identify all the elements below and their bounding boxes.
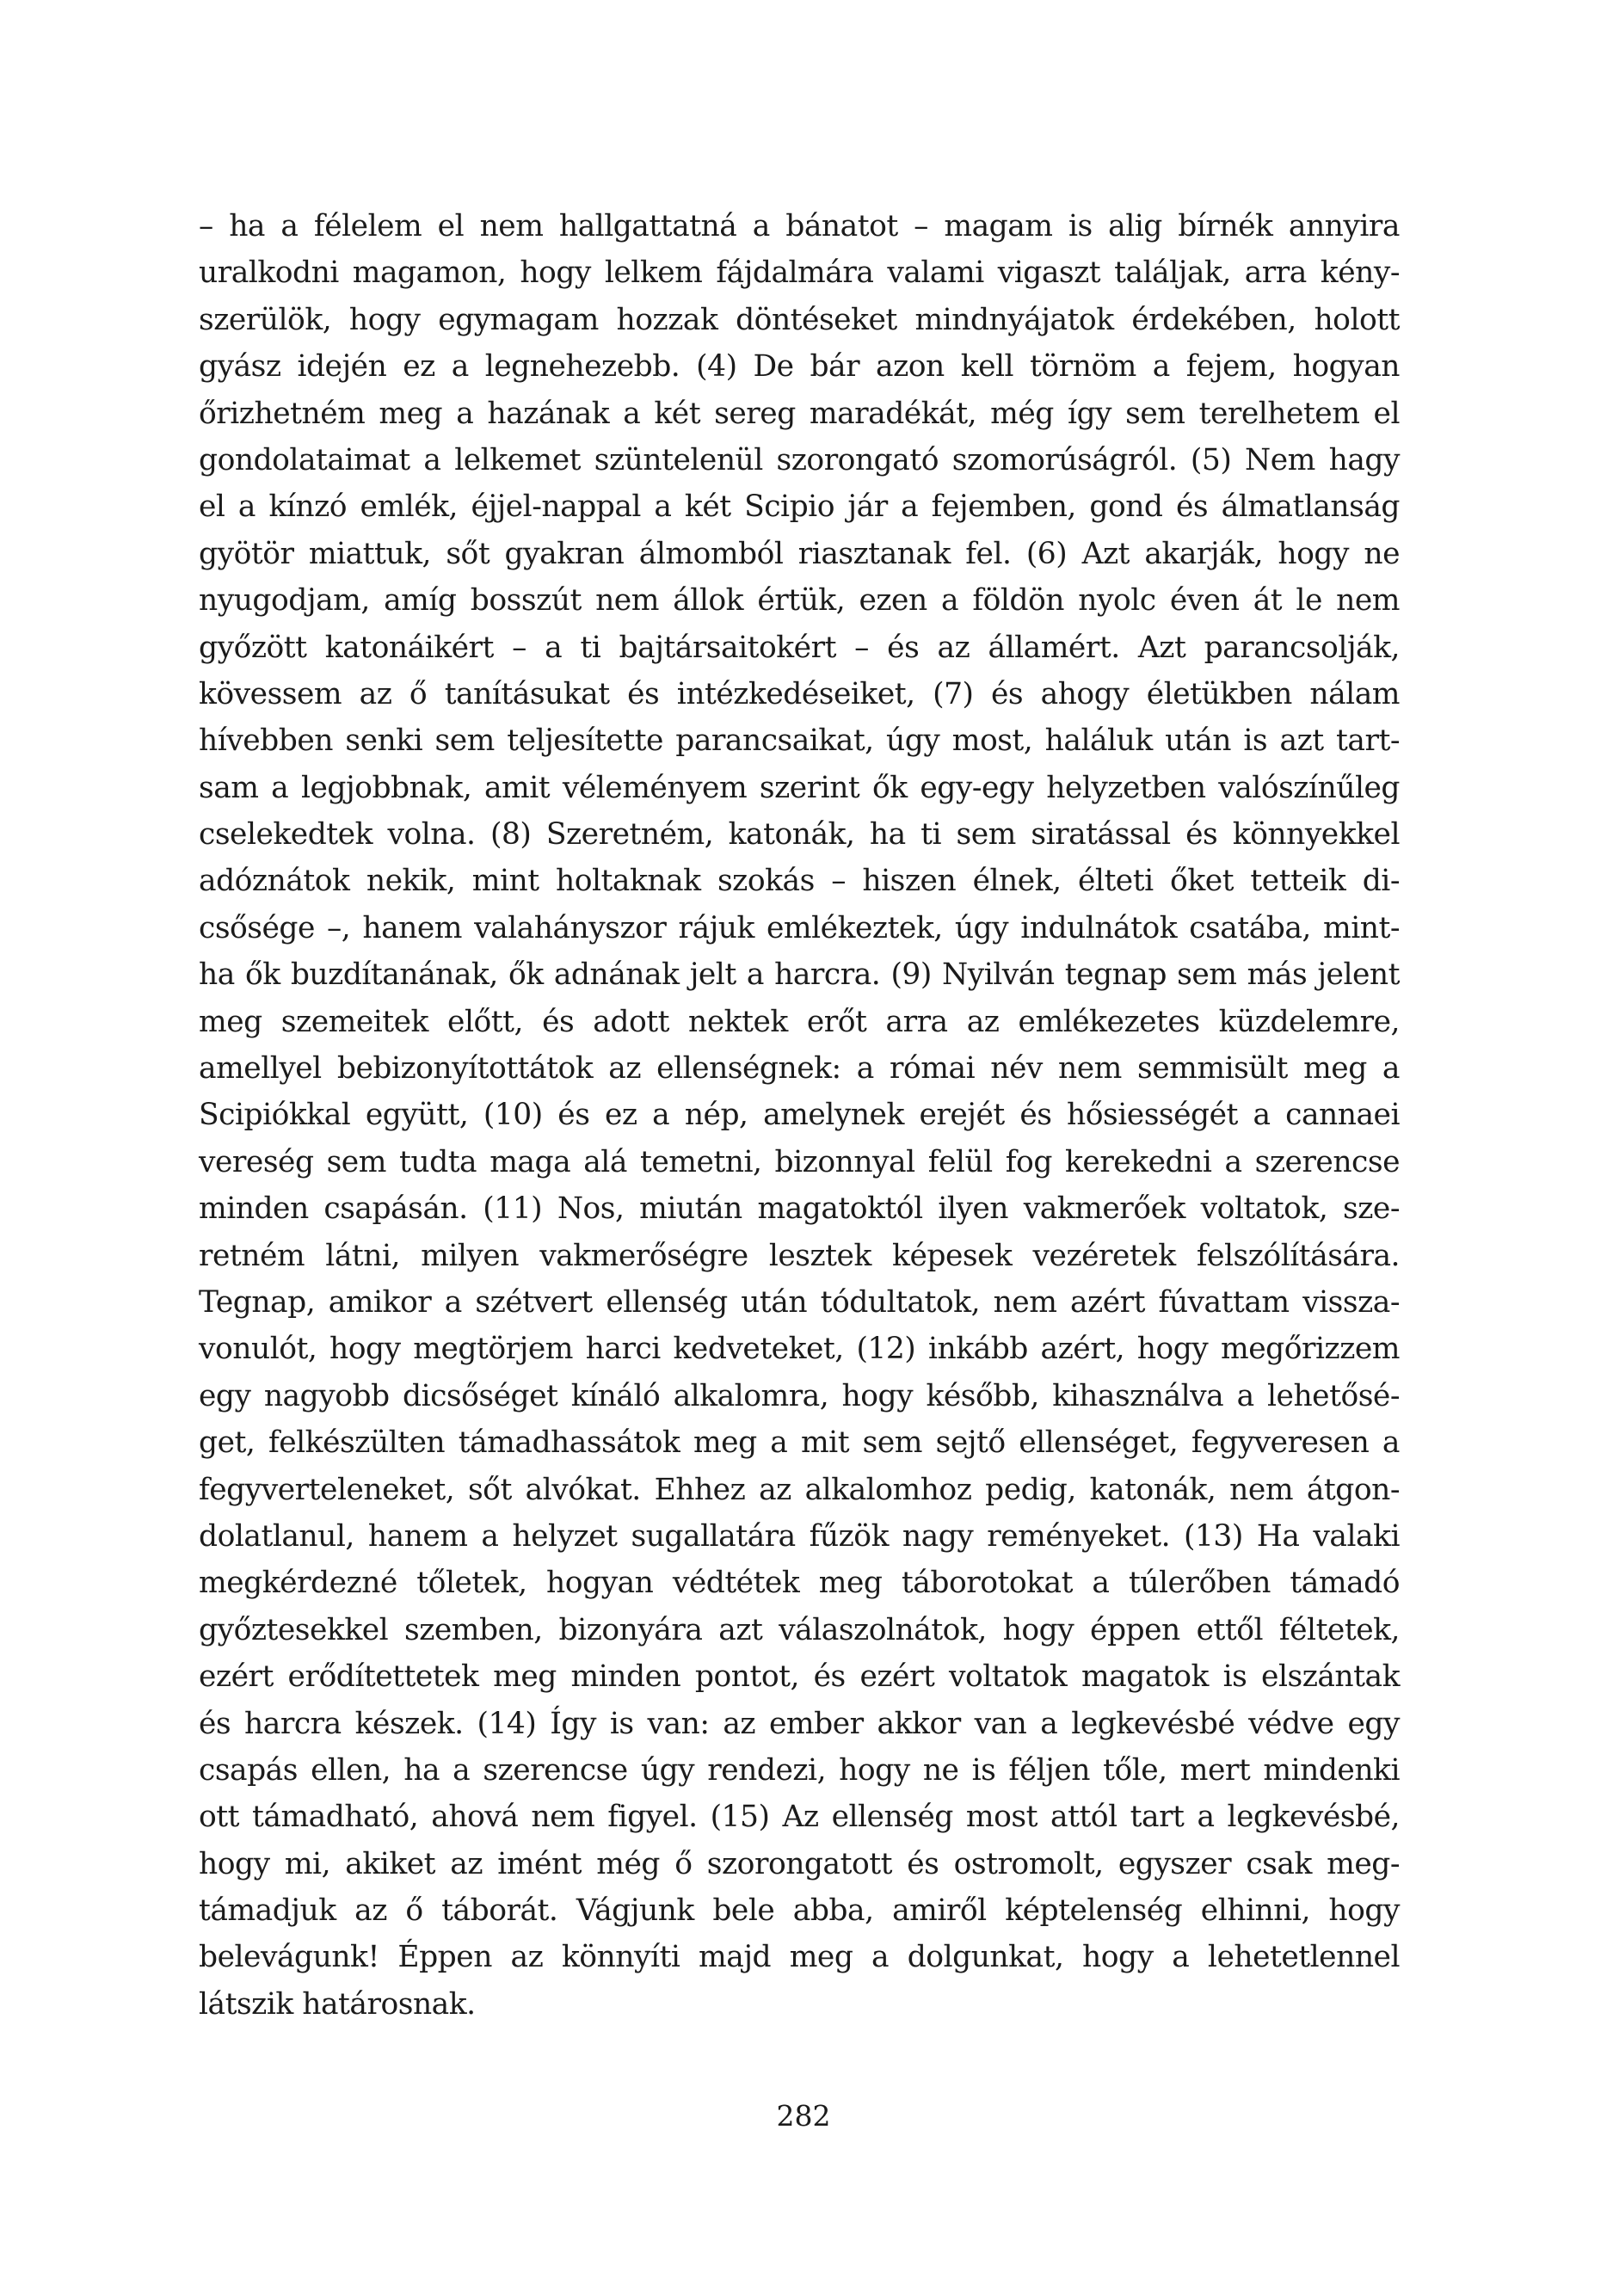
text-line: kövessem az ő tanításukat és intézkedéseiket, (7) és ahogy életükben nálam (199, 676, 1400, 711)
text-line: vereség sem tudta maga alá temetni, bizonnyal felül fog kerekedni a szerencse (199, 1144, 1400, 1179)
text-line: látszik határosnak. (199, 1986, 476, 2022)
text-line: őrizhetném meg a hazának a két sereg maradékát, még így sem terelhetem el (199, 396, 1400, 431)
text-line: vonulót, hogy megtörjem harci kedveteket, (12) inkább azért, hogy megőrizzem (199, 1332, 1400, 1367)
text-line: győztesekkel szemben, bizonyára azt válaszolnátok, hogy éppen ettől féltetek, (199, 1612, 1400, 1647)
text-line: ha ők buzdítanának, ők adnának jelt a harcra. (9) Nyilván tegnap sem más jelent (199, 957, 1400, 993)
text-line: minden csapásán. (11) Nos, miután magatoktól ilyen vakmerőek voltatok, sze- (199, 1191, 1400, 1227)
text-line: adóznátok nekik, mint holtaknak szokás – hiszen élnek, élteti őket tetteik di- (199, 864, 1400, 899)
text-line: retném látni, milyen vakmerőségre lesztek képesek vezéretek felszólítására. (199, 1238, 1400, 1273)
text-line: gyász idején ez a legnehezebb. (4) De bár azon kell törnöm a fejem, hogyan (199, 349, 1400, 385)
text-line: ezért erődítettetek meg minden pontot, és ezért voltatok magatok is elszántak (199, 1659, 1400, 1695)
text-line: Tegnap, amikor a szétvert ellenség után tódultatok, nem azért fúvattam vissza- (199, 1284, 1400, 1320)
text-line: és harcra készek. (14) Így is van: az ember akkor van a legkevésbé védve egy (199, 1706, 1400, 1741)
text-line: hívebben senki sem teljesítette parancsaikat, úgy most, haláluk után is azt tart- (199, 723, 1400, 759)
text-line: uralkodni magamon, hogy lelkem fájdalmára valami vigaszt találjak, arra kény- (199, 255, 1400, 291)
text-line: győzött katonáikért – a ti bajtársaitokért – és az államért. Azt parancsolják, (199, 630, 1400, 665)
text-line: gyötör miattuk, sőt gyakran álmomból riasztanak fel. (6) Azt akarják, hogy ne (199, 536, 1400, 571)
text-line: ott támadható, ahová nem figyel. (15) Az ellenség most attól tart a legkevésbé, (199, 1800, 1400, 1835)
text-line: megkérdezné tőletek, hogyan védtétek meg táborotokat a túlerőben támadó (199, 1566, 1400, 1601)
text-line: sam a legjobbnak, amit véleményem szerint ők egy-egy helyzetben valószínűleg (199, 770, 1400, 805)
text-line: csapás ellen, ha a szerencse úgy rendezi, hogy ne is féljen tőle, mert mindenki (199, 1752, 1400, 1788)
text-line: Scipiókkal együtt, (10) és ez a nép, amelynek erejét és hősiességét a cannaei (199, 1098, 1400, 1133)
text-line: nyugodjam, amíg bosszút nem állok értük, ezen a földön nyolc éven át le nem (199, 583, 1400, 619)
text-line: egy nagyobb dicsőséget kínáló alkalomra, hogy később, kihasználva a lehetősé- (199, 1378, 1400, 1413)
text-line: meg szemeitek előtt, és adott nektek erőt arra az emlékezetes küzdelemre, (199, 1004, 1400, 1039)
body-text (199, 203, 1400, 2028)
text-line: get, felkészülten támadhassátok meg a mit sem sejtő ellenséget, fegyveresen a (199, 1425, 1400, 1461)
text-line: dolatlanul, hanem a helyzet sugallatára fűzök nagy reményeket. (13) Ha valaki (199, 1518, 1400, 1554)
text-line: gondolataimat a lelkemet szüntelenül szorongató szomorúságról. (5) Nem hagy (199, 442, 1400, 477)
text-line: cselekedtek volna. (8) Szeretném, katonák, ha ti sem siratással és könnyekkel (199, 817, 1400, 853)
text-line: támadjuk az ő táborát. Vágjunk bele abba, amiről képtelenség elhinni, hogy (199, 1893, 1400, 1929)
text-line: – ha a félelem el nem hallgattatná a bánatot – magam is alig bírnék annyira (199, 209, 1400, 243)
text-line: fegyverteleneket, sőt alvókat. Ehhez az alkalomhoz pedig, katonák, nem átgon- (199, 1472, 1400, 1507)
text-line: hogy mi, akiket az imént még ő szorongatott és ostromolt, egyszer csak meg- (199, 1846, 1400, 1881)
text-line: belevágunk! Éppen az könnyíti majd meg a dolgunkat, hogy a lehetetlennel (199, 1940, 1400, 1975)
page-number: 282 (776, 2099, 831, 2133)
text-line: csősége –, hanem valahányszor rájuk emlékeztek, úgy indulnátok csatába, mint- (199, 910, 1400, 945)
text-line: el a kínzó emlék, éjjel-nappal a két Scipio jár a fejemben, gond és álmatlanság (199, 489, 1400, 525)
text-line: szerülök, hogy egymagam hozzak döntéseket mindnyájatok érdekében, holott (199, 302, 1400, 337)
text-line: amellyel bebizonyítottátok az ellenségnek: a római név nem semmisült meg a (199, 1051, 1400, 1086)
